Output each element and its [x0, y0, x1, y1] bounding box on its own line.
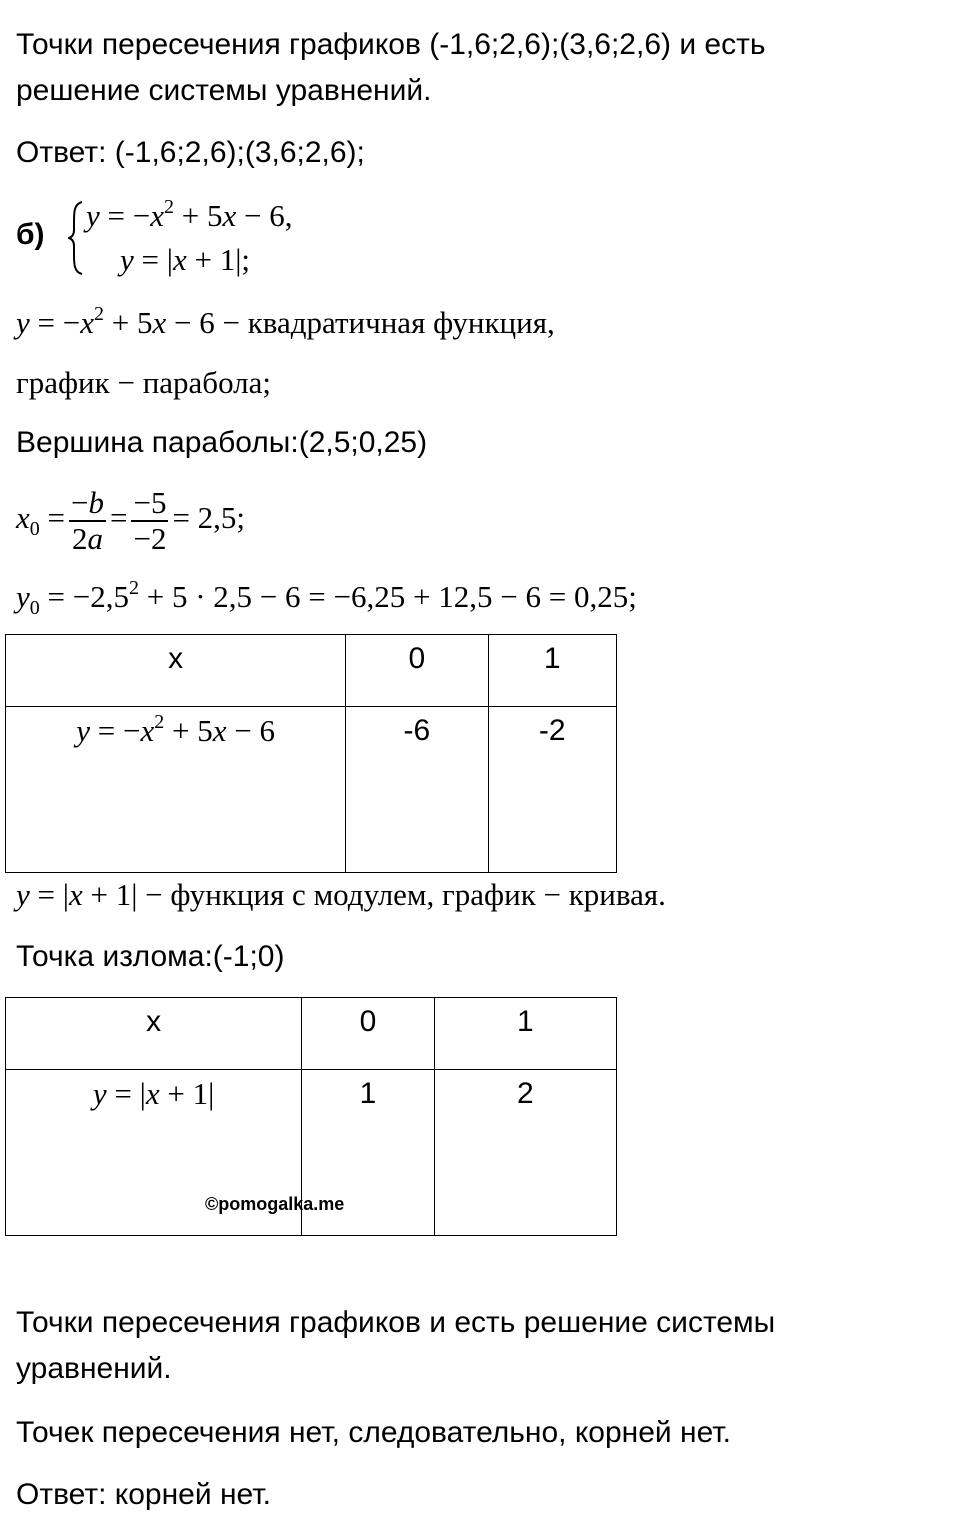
fraction-b-over-2a: $\frac{-b}{2a}$: [71, 484, 104, 556]
table-header-x: x: [6, 635, 346, 707]
intro-text-line-1: Точки пересечения графиков (-1,6;2,6);(3,6;2,6) и есть: [16, 28, 766, 61]
table-header-0: 0: [346, 635, 488, 707]
answer-a: Ответ: (-1,6;2,6);(3,6;2,6);: [16, 136, 365, 169]
intro-text-line-2: решение системы уравнений.: [16, 74, 432, 107]
table-value: -6: [346, 707, 488, 873]
table-header-1: 1: [488, 635, 616, 707]
table-value: 2: [434, 1070, 616, 1236]
table-value: -2: [488, 707, 616, 873]
system-equation-1: $y = -x^2 + 5x - 6$,: [86, 196, 293, 233]
parabola-definition: $y = -x^2 + 5x - 6$ − квадратичная функция,: [16, 303, 555, 340]
part-b-label: б): [16, 218, 45, 251]
parabola-graph-note: график − парабола;: [16, 365, 272, 400]
vertex-label: Вершина параболы:(2,5;0,25): [16, 426, 428, 459]
fraction-5-over-2: $\frac{-5}{-2}$: [133, 484, 167, 556]
modulus-definition: y = |x + 1| − функция с модулем, график − кривая.: [16, 877, 666, 912]
system-equation-2: y = |x + 1|;: [120, 242, 251, 277]
y0-formula: $y_0 = -2,5^2 + 5 \cdot 2,5 - 6 = -6,25 + 12,5 - 6 = 0,25$;: [16, 577, 637, 619]
final-answer: Ответ: корней нет.: [16, 1478, 271, 1511]
kink-point-label: Точка излома:(-1;0): [16, 940, 285, 973]
watermark: ©pomogalka.me: [205, 1194, 345, 1214]
table-row: [6, 707, 617, 873]
table-row-label: y = |x + 1|: [6, 1070, 302, 1236]
values-table-parabola: [5, 634, 617, 873]
x0-formula: $x_0$ = $\frac{-b}{2a}$ = $\frac{-5}{-2}$ = 2,5;: [16, 484, 246, 556]
table-header-x: x: [6, 998, 302, 1070]
table-value: 1: [302, 1070, 434, 1236]
conclusion-line-1: Точки пересечения графиков и есть решение системы: [16, 1306, 776, 1339]
system-brace: [68, 200, 86, 276]
table-header-0: 0: [302, 998, 434, 1070]
table-header-1: 1: [434, 998, 616, 1070]
conclusion-line-3: Точек пересечения нет, следовательно, корней нет.: [16, 1416, 732, 1449]
conclusion-line-2: уравнений.: [16, 1352, 172, 1385]
table-header-row: [6, 998, 617, 1070]
table-row-label: $y = -x^2 + 5x - 6$: [6, 707, 346, 873]
table-header-row: [6, 635, 617, 707]
